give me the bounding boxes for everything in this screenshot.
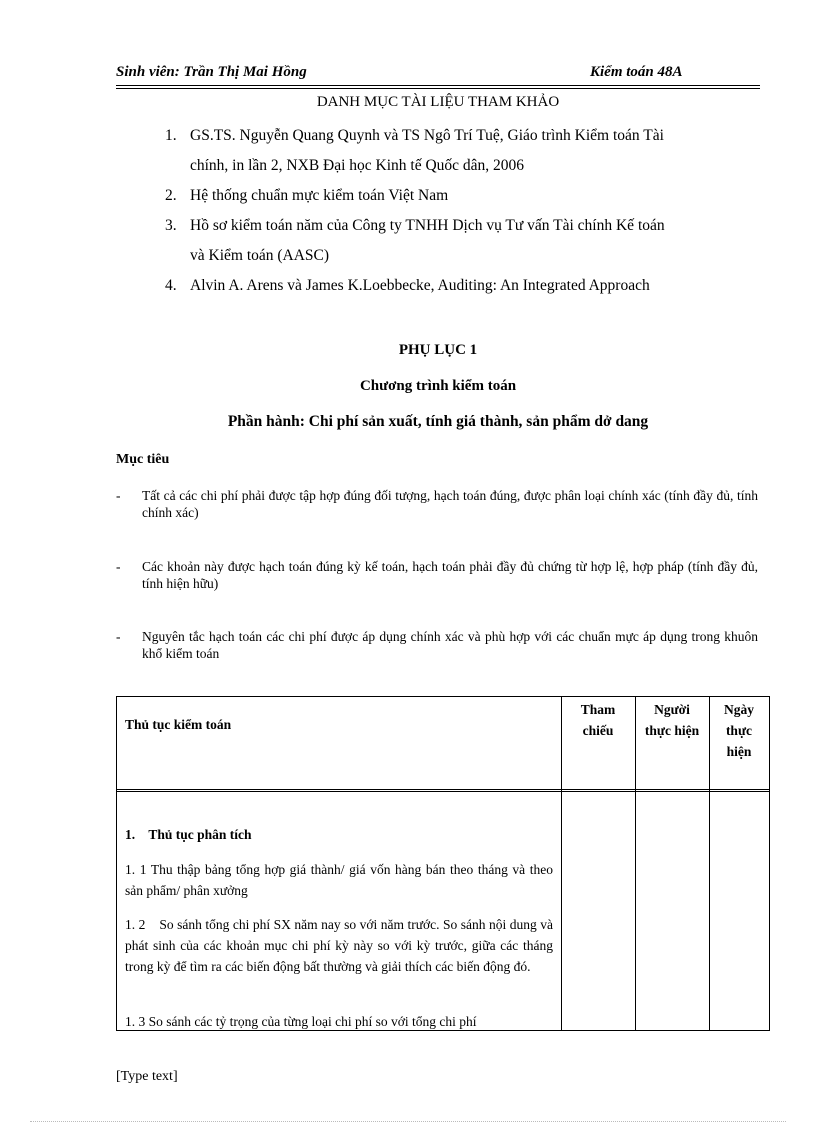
objective-item xyxy=(116,487,760,523)
objectives-heading: Mục tiêu xyxy=(116,452,170,467)
column-header-performer: Người thực hiện xyxy=(644,702,700,738)
column-divider xyxy=(635,697,636,1030)
footer-placeholder: [Type text] xyxy=(116,1069,178,1084)
appendix-subtitle: Chương trình kiểm toán xyxy=(359,378,517,394)
reference-text: Hồ sơ kiểm toán năm của Công ty TNHH Dịch vụ Tư vấn Tài chính Kế toán và Kiểm toán (AASC) xyxy=(190,217,665,264)
header-row-border xyxy=(117,789,769,790)
column-header-procedure: Thủ tục kiểm toán xyxy=(125,717,232,732)
audit-procedures-table xyxy=(116,696,770,1031)
column-divider xyxy=(561,697,562,1030)
column-divider xyxy=(709,697,710,1030)
bullet-dash: - xyxy=(116,629,121,644)
objective-text: Tất cả các chi phí phải được tập hợp đúng đối tượng, hạch toán đúng, được phân loại chính xác (tính đầy đủ, tính chính xác) xyxy=(142,488,758,520)
reference-number: 4. xyxy=(165,277,177,294)
bullet-dash: - xyxy=(116,488,121,503)
table-section-title: 1. Thủ tục phân tích xyxy=(125,827,252,842)
reference-number: 3. xyxy=(165,217,177,234)
objective-item xyxy=(116,628,760,664)
reference-item xyxy=(165,181,765,211)
column-header-date: Ngày thực hiện xyxy=(724,702,754,759)
header-rule-top xyxy=(116,85,760,86)
reference-item xyxy=(165,271,765,301)
objective-text: Các khoản này được hạch toán đúng kỳ kế toán, hạch toán phải đầy đủ chứng từ hợp lệ, hợp pháp (tính đầy đủ, tính hiện hữu) xyxy=(142,559,758,591)
reference-text: Alvin A. Arens và James K.Loebbecke, Auditing: An Integrated Approach xyxy=(190,277,650,294)
table-row: 1. 1 Thu thập bảng tổng hợp giá thành/ giá vốn hàng bán theo tháng và theo sản phẩm/ phân xưởng xyxy=(125,862,553,898)
reference-item xyxy=(165,121,765,181)
table-row: 1. 3 So sánh các tỷ trọng của từng loại chi phí so với tổng chi phí xyxy=(125,1014,477,1029)
header-rule-bottom xyxy=(116,88,760,89)
reference-number: 1. xyxy=(165,127,177,144)
header-row-border-double xyxy=(117,791,769,792)
references-title: DANH MỤC TÀI LIỆU THAM KHẢO xyxy=(316,94,560,110)
appendix-title: PHỤ LỤC 1 xyxy=(398,342,478,358)
reference-number: 2. xyxy=(165,187,177,204)
reference-text: GS.TS. Nguyễn Quang Quynh và TS Ngô Trí Tuệ, Giáo trình Kiểm toán Tài chính, in lần 2, NXB Đại học Kinh tế Quốc dân, 2006 xyxy=(190,127,664,174)
bullet-dash: - xyxy=(116,559,121,574)
header-student-name: Sinh viên: Trần Thị Mai Hồng xyxy=(116,64,307,80)
reference-text: Hệ thống chuẩn mực kiểm toán Việt Nam xyxy=(190,187,449,204)
reference-item xyxy=(165,211,765,271)
appendix-section: Phần hành: Chi phí sản xuất, tính giá thành, sản phẩm dở dang xyxy=(227,413,649,430)
column-header-reference: Tham chiếu xyxy=(580,702,616,738)
page-bottom-rule xyxy=(30,1121,786,1122)
objective-text: Nguyên tắc hạch toán các chi phí được áp dụng chính xác và phù hợp với các chuẩn mực áp dụng trong khuôn khổ kiểm toán xyxy=(142,629,758,661)
objective-item xyxy=(116,558,760,594)
header-class: Kiểm toán 48A xyxy=(590,64,683,80)
table-row: 1. 2 So sánh tổng chi phí SX năm nay so với năm trước. So sánh nội dung và phát sinh của các khoản mục chi phí kỳ này so với kỳ trước, giữa các tháng trong kỳ để tìm ra các biến động bất thường và giải thích các biến động đó. xyxy=(125,917,557,974)
